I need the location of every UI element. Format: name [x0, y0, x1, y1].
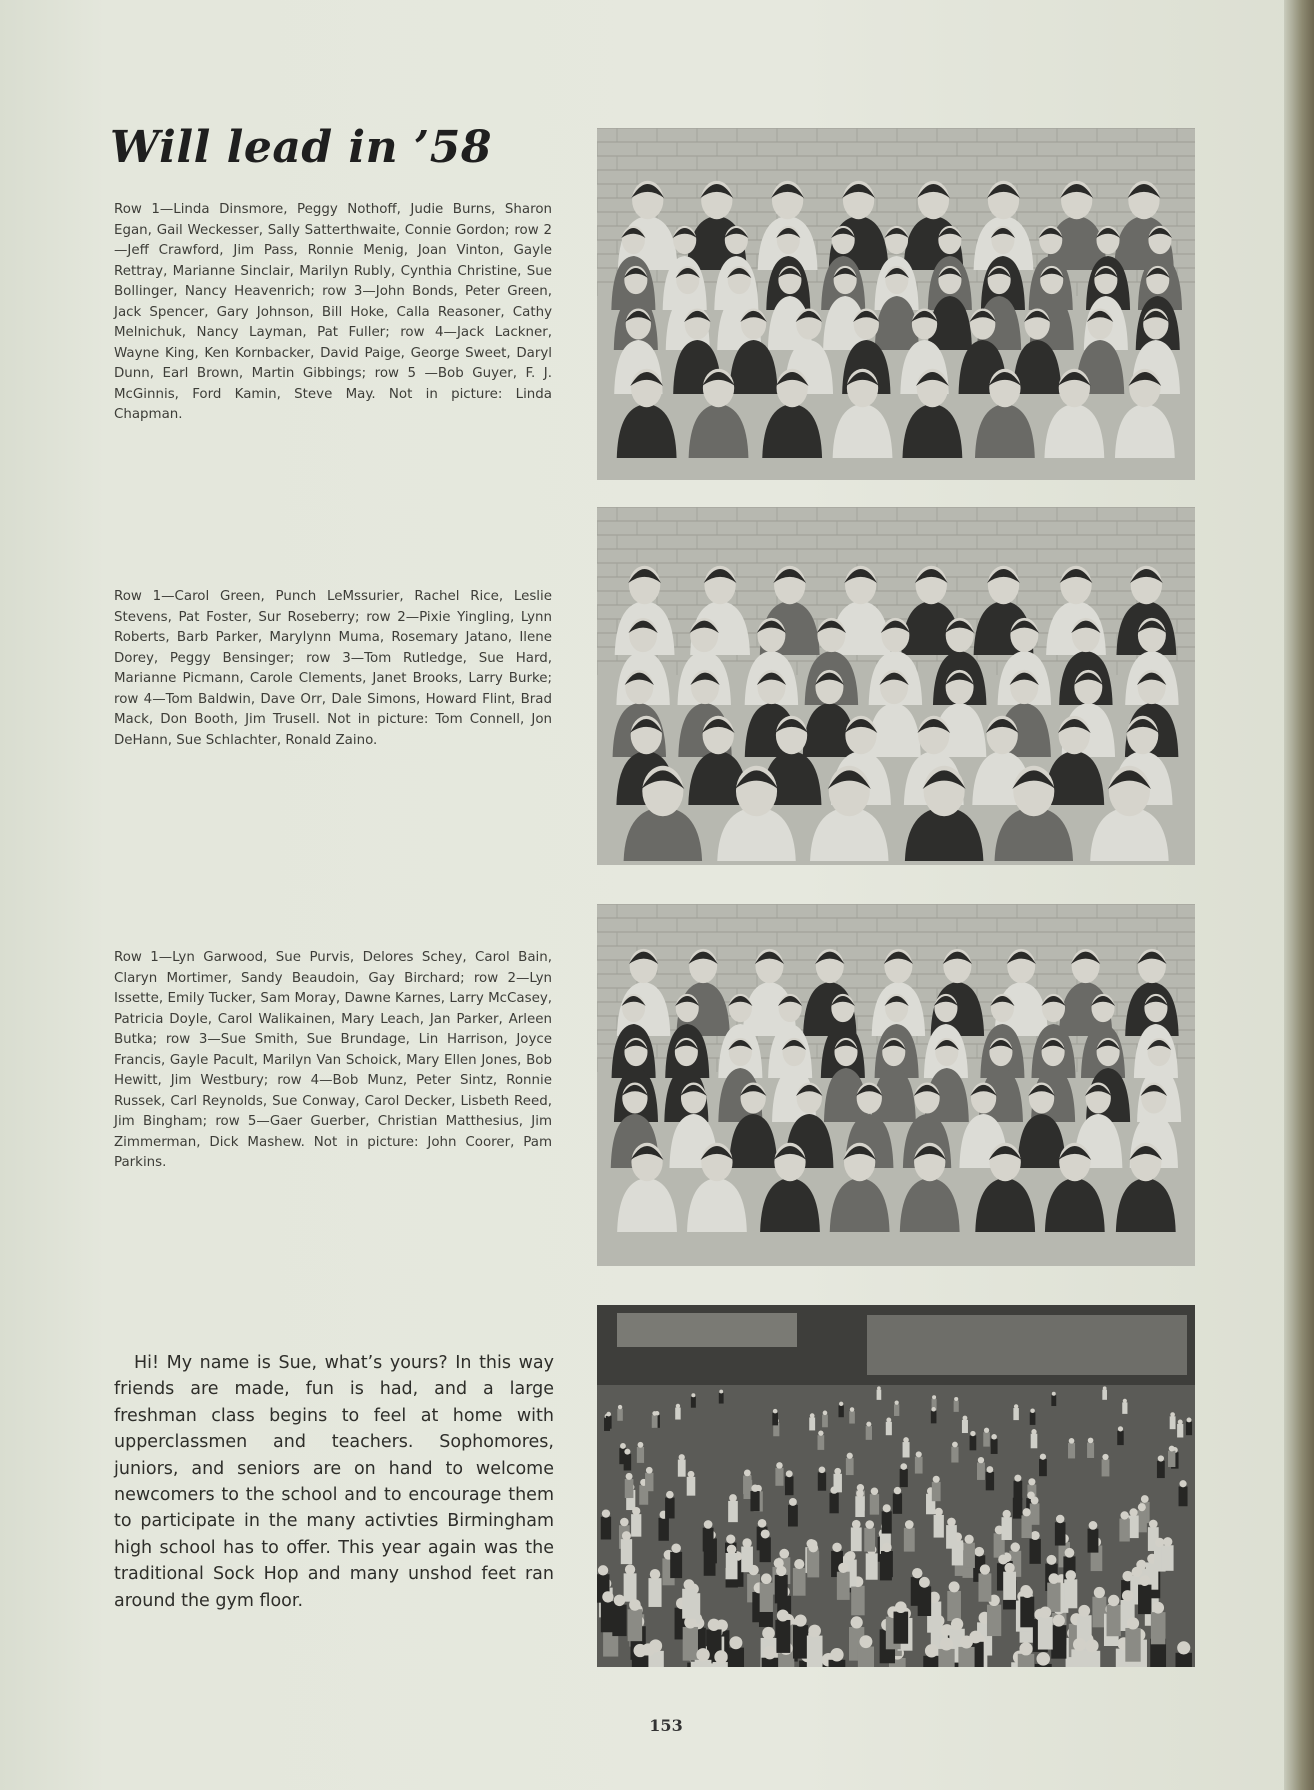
- book-spine-shadow: [1284, 0, 1314, 1790]
- page-heading: Will lead in ’58: [110, 122, 492, 173]
- photo-caption-2: Row 1—Carol Green, Punch LeMssurier, Rachel Rice, Leslie Stevens, Pat Foster, Sur Roseberry; row 2—Pixie Yingling, Lynn Roberts, Barb Parker, Marylynn Muma, Rosemary Jatano, Ilene Dorey, Peggy Bensinger; row 3—Tom Rutledge, Sue Hard, Marianne Picmann, Carole Clements, Janet Brooks, Larry Burke; row 4—Tom Baldwin, Dave Orr, Dale Simons, Howard Flint, Brad Mack, Don Booth, Jim Trusell. Not in picture: Tom Connell, Jon DeHann, Sue Schlachter, Ronald Zaino.: [114, 589, 552, 748]
- group-photo-1: [597, 128, 1195, 480]
- sock-hop-photo: [597, 1305, 1195, 1667]
- group-photo-2: [597, 507, 1195, 865]
- group-photo-2-image: [597, 507, 1195, 865]
- group-photo-1-image: [597, 128, 1195, 480]
- photo-caption-1: Row 1—Linda Dinsmore, Peggy Nothoff, Judie Burns, Sharon Egan, Gail Weckesser, Sally Satterthwaite, Connie Gordon; row 2—Jeff Crawford, Jim Pass, Ronnie Menig, Joan Vinton, Gayle Rettray, Marianne Sinclair, Marilyn Rubly, Cynthia Christine, Sue Bollinger, Nancy Heavenrich; row 3—John Bonds, Peter Green, Jack Spencer, Gary Johnson, Bill Hoke, Calla Reasoner, Cathy Melnichuk, Nancy Layman, Pat Fuller; row 4—Jack Lackner, Wayne King, Ken Kornbacker, David Paige, George Sweet, Daryl Dunn, Earl Brown, Martin Gibbings; row 5 —Bob Guyer, F. J. McGinnis, Ford Kamin, Steve May. Not in picture: Linda Chapman.: [114, 202, 552, 422]
- sock-hop-story: Hi! My name is Sue, what’s yours? In this way friends are made, fun is had, and a large freshman class begins to feel at home with upperclassmen and teachers. Sophomores, juniors, and seniors are on hand to welcome newcomers to the school and to encourage them to participate in the many activties Birmingham high school has to offer. This year again was the traditional Sock Hop and many unshod feet ran around the gym floor.: [114, 1353, 554, 1611]
- page-number: 153: [649, 1716, 683, 1735]
- sock-hop-photo-image: [597, 1305, 1195, 1667]
- group-photo-3: [597, 904, 1195, 1266]
- group-photo-3-image: [597, 904, 1195, 1266]
- photo-caption-3: Row 1—Lyn Garwood, Sue Purvis, Delores Schey, Carol Bain, Claryn Mortimer, Sandy Beaudoin, Gay Birchard; row 2—Lyn Issette, Emily Tucker, Sam Moray, Dawne Karnes, Larry McCasey, Patricia Doyle, Carol Walikainen, Mary Leach, Jan Parker, Arleen Butka; row 3—Sue Smith, Sue Brundage, Lin Harrison, Joyce Francis, Gayle Pacult, Marilyn Van Schoick, Mary Ellen Jones, Bob Hewitt, Jim Westbury; row 4—Bob Munz, Peter Sintz, Ronnie Russek, Carl Reynolds, Sue Conway, Carol Decker, Lisbeth Reed, Jim Bingham; row 5—Gaer Guerber, Christian Matthesius, Jim Zimmerman, Dick Mashew. Not in picture: John Coorer, Pam Parkins.: [114, 950, 552, 1170]
